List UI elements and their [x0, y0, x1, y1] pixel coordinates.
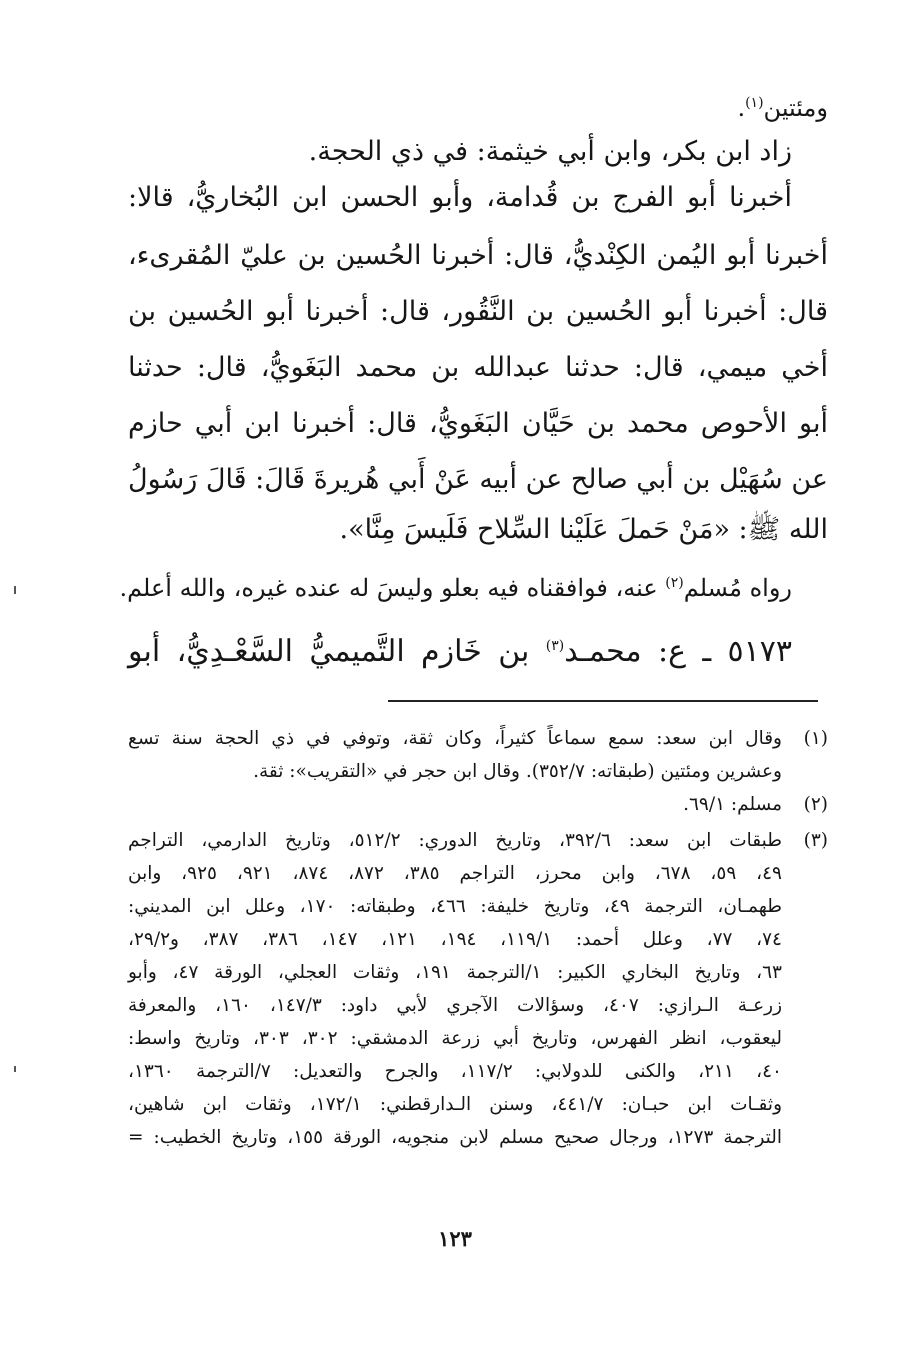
line-text: قال: أخبرنا أبو الحُسين بن النَّقُور، قال: أخبرنا أبو الحُسين بن [128, 296, 828, 327]
footnote-body [128, 824, 782, 1154]
line-text: الله ﷺ: «مَنْ حَملَ عَلَيْنا السِّلاح فَلَيسَ مِنَّا». [339, 514, 828, 545]
footnote-line: طبقات ابن سعد: ٣٩٢/٦، وتاريخ الدوري: ٥١٢/٢، وتاريخ الدارمي، التراجم [128, 830, 782, 851]
line-text: ٥١٧٣ ـ ع: محمـد [564, 634, 792, 669]
footnote-1 [128, 722, 828, 788]
text-line-1 [128, 88, 828, 128]
scan-mark [14, 586, 16, 594]
footnote-ref-1[interactable]: (١) [745, 95, 764, 111]
text-line-2 [128, 132, 792, 172]
footnote-number: (٢) [803, 794, 828, 815]
text-line-7 [128, 404, 828, 444]
footnote-line: ٤٩، ٥٩، ٦٧٨، وابن محرز، التراجم ٣٨٥، ٨٧٢، ٨٧٤، ٩٢١، ٩٢٥، وابن [128, 863, 782, 884]
entry-heading-5173 [128, 632, 792, 672]
text-line-5 [128, 292, 828, 332]
page-number: ١٢٣ [438, 1226, 472, 1251]
footnote-body [128, 722, 782, 788]
line-text: ومئتين [763, 94, 828, 122]
text-line-9 [128, 510, 828, 550]
footnote-line: ليعقوب، انظر الفهرس، وتاريخ أبي زرعة الدمشقي: ٣٠٢، ٣٠٣، وتاريخ واسط: [128, 1028, 782, 1049]
text-line-6 [128, 348, 828, 388]
line-text: أخبرنا أبو اليُمن الكِنْديُّ، قال: أخبرنا الحُسين بن عليّ المُقرىء، [128, 240, 828, 271]
line-tail: . [737, 94, 746, 122]
footnote-ref-3[interactable]: (٣) [545, 638, 565, 654]
footnote-line: وثقـات ابن حبـان: ٤٤١/٧، وسنن الـدارقطني: ١٧٢/١، وثقات ابن شاهين، [128, 1094, 783, 1115]
line-text: رواه مُسلم [683, 574, 792, 602]
text-line-10 [119, 568, 792, 608]
scan-mark [14, 1066, 16, 1072]
footnote-number: (٣) [803, 830, 828, 851]
footnote-separator [388, 700, 818, 702]
footnote-line: ٤٠، ٢١١، والكنى للدولابي: ١١٧/٢، والجرح والتعديل: ٧/الترجمة ١٣٦٠، [128, 1061, 782, 1082]
line-text: أبو الأحوص محمد بن حَيَّان البَغَويُّ، قال: أخبرنا ابن أبي حازم [128, 408, 828, 439]
line-text: زاد ابن بكر، وابن أبي خيثمة: في ذي الحجة. [308, 136, 792, 167]
footnote-line: الترجمة ١٢٧٣، ورجال صحيح مسلم لابن منجويه، الورقة ١٥٥، وتاريخ الخطيب: = [128, 1127, 783, 1148]
text-line-3 [128, 178, 792, 218]
footnote-line: زرعـة الـرازي: ٤٠٧، وسؤالات الآجري لأبي داود: ١٤٧/٣، ١٦٠، والمعرفة [128, 995, 783, 1016]
line-tail: بن خَازم التَّميميُّ السَّعْـدِيُّ، أبو [128, 634, 546, 669]
line-text: أخي ميمي، قال: حدثنا عبدالله بن محمد البَغَويُّ، قال: حدثنا [128, 352, 828, 383]
footnote-line: ٦٣، وتاريخ البخاري الكبير: ١/الترجمة ١٩١، وثقات العجلي، الورقة ٤٧، وأبو [128, 962, 782, 983]
line-text: عن سُهَيْل بن أبي صالح عن أبيه عَنْ أَبي هُريرةَ قَالَ: قَالَ رَسُولُ [128, 464, 828, 495]
footnote-2 [128, 788, 828, 821]
line-text: أخبرنا أبو الفرج بن قُدامة، وأبو الحسن ابن البُخاريُّ، قالا: [128, 182, 792, 213]
footnote-body [128, 788, 782, 821]
footnote-number: (١) [803, 728, 828, 749]
footnote-3 [128, 824, 828, 1154]
footnote-line: ٧٤، ٧٧، وعلل أحمد: ١١٩/١، ١٩٤، ١٢١، ١٤٧، ٣٨٦، ٣٨٧، و٢٩/٢، [128, 929, 782, 950]
footnote-line: وقال ابن سعد: سمع سماعاً كثيراً، وكان ثقة، وتوفي في ذي الحجة سنة تسع [128, 728, 782, 749]
footnote-line: طهمـان، الترجمة ٤٩، وتاريخ خليفة: ٤٦٦، وطبقاته: ١٧٠، وعلل ابن المديني: [128, 896, 782, 917]
footnote-line: مسلم: ٦٩/١. [683, 794, 782, 815]
line-tail: عنه، فوافقناه فيه بعلو وليسَ له عنده غيره، والله أعلم. [119, 574, 666, 602]
footnote-ref-2[interactable]: (٢) [665, 575, 684, 591]
footnote-line: وعشرين ومئتين (طبقاته: ٣٥٢/٧). وقال ابن حجر في «التقريب»: ثقة. [253, 761, 782, 782]
text-line-4 [128, 236, 828, 276]
text-line-8 [128, 460, 828, 500]
